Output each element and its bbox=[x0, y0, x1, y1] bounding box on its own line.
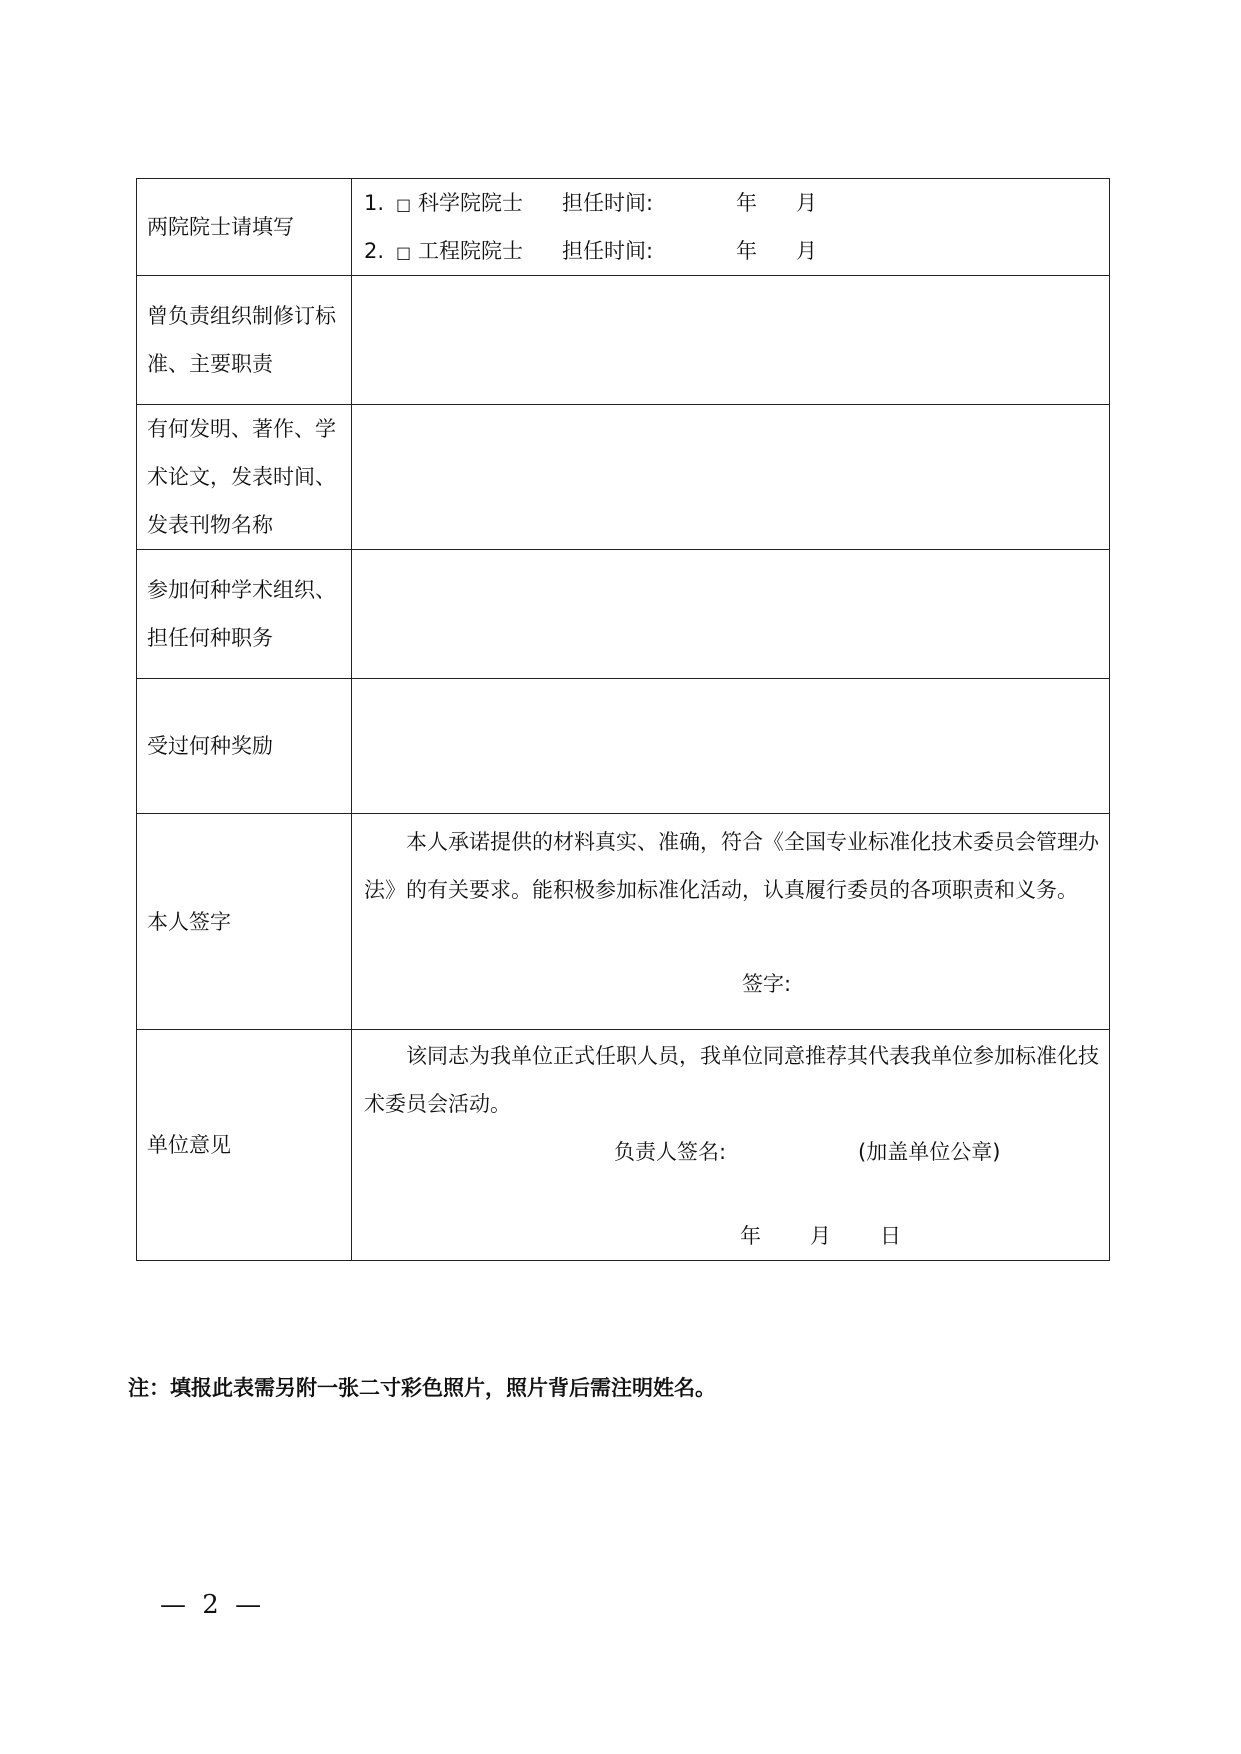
cas-year-label: 年 bbox=[736, 191, 757, 215]
academician-options bbox=[352, 179, 1110, 276]
row-awards bbox=[137, 679, 1110, 814]
cae-year-label: 年 bbox=[736, 239, 757, 263]
standards-field[interactable] bbox=[352, 276, 1110, 405]
item-number: 1. bbox=[364, 191, 385, 215]
label-academic-orgs bbox=[137, 550, 352, 679]
row-self-signature bbox=[137, 814, 1110, 1030]
unit-sign-line bbox=[364, 1128, 1099, 1176]
unit-recommendation-statement: 该同志为我单位正式任职人员，我单位同意推荐其代表我单位参加标准化技术委员会活动。 bbox=[364, 1044, 1099, 1116]
cas-month-label: 月 bbox=[796, 191, 817, 215]
row-standards bbox=[137, 276, 1110, 405]
self-sign-line bbox=[364, 960, 1099, 1008]
awards-field[interactable] bbox=[352, 679, 1110, 814]
head-sign-label: 负责人签名: bbox=[614, 1140, 727, 1164]
cas-term-label: 担任时间: bbox=[562, 191, 654, 215]
label-academic-orgs-line1: 参加何种学术组织、 bbox=[147, 578, 336, 602]
row-academician bbox=[137, 179, 1110, 276]
photo-note: 注：填报此表需另附一张二寸彩色照片，照片背后需注明姓名。 bbox=[128, 1376, 716, 1400]
item-number: 2. bbox=[364, 239, 385, 263]
unit-year-label: 年 bbox=[740, 1224, 761, 1248]
unit-day-label: 日 bbox=[880, 1224, 901, 1248]
cae-title: 工程院院士 bbox=[418, 239, 523, 263]
page-number: — 2 — bbox=[160, 1590, 266, 1620]
cae-checkbox[interactable]: □ bbox=[396, 243, 412, 262]
academician-line-cae bbox=[364, 227, 1099, 275]
application-form-table bbox=[136, 178, 1110, 1261]
self-signature-cell bbox=[352, 814, 1110, 1030]
cae-month-label: 月 bbox=[796, 239, 817, 263]
unit-month-label: 月 bbox=[810, 1224, 831, 1248]
label-academician: 两院院士请填写 bbox=[137, 179, 352, 276]
label-inventions bbox=[137, 405, 352, 550]
label-inventions-line1: 有何发明、著作、学 bbox=[147, 417, 336, 441]
label-standards-line1: 曾负责组织制修订标 bbox=[147, 304, 336, 328]
label-inventions-line3: 发表刊物名称 bbox=[147, 513, 273, 537]
cae-term-label: 担任时间: bbox=[562, 239, 654, 263]
label-standards bbox=[137, 276, 352, 405]
row-academic-orgs bbox=[137, 550, 1110, 679]
row-unit-opinion bbox=[137, 1030, 1110, 1261]
inventions-field[interactable] bbox=[352, 405, 1110, 550]
label-academic-orgs-line2: 担任何种职务 bbox=[147, 626, 273, 650]
label-unit-opinion: 单位意见 bbox=[137, 1030, 352, 1261]
cas-checkbox[interactable]: □ bbox=[396, 195, 412, 214]
cas-title: 科学院院士 bbox=[418, 191, 523, 215]
unit-date-line bbox=[364, 1212, 1099, 1260]
label-awards: 受过何种奖励 bbox=[137, 679, 352, 814]
label-self-signature: 本人签字 bbox=[137, 814, 352, 1030]
academician-line-cas bbox=[364, 179, 1099, 227]
self-sign-label: 签字: bbox=[742, 972, 792, 996]
self-commitment-statement: 本人承诺提供的材料真实、准确，符合《全国专业标准化技术委员会管理办法》的有关要求。能积极参加标准化活动，认真履行委员的各项职责和义务。 bbox=[364, 830, 1099, 902]
label-standards-line2: 准、主要职责 bbox=[147, 352, 273, 376]
label-inventions-line2: 术论文，发表时间、 bbox=[147, 465, 336, 489]
row-inventions bbox=[137, 405, 1110, 550]
academic-orgs-field[interactable] bbox=[352, 550, 1110, 679]
unit-opinion-cell bbox=[352, 1030, 1110, 1261]
seal-label: (加盖单位公章) bbox=[858, 1140, 1001, 1164]
